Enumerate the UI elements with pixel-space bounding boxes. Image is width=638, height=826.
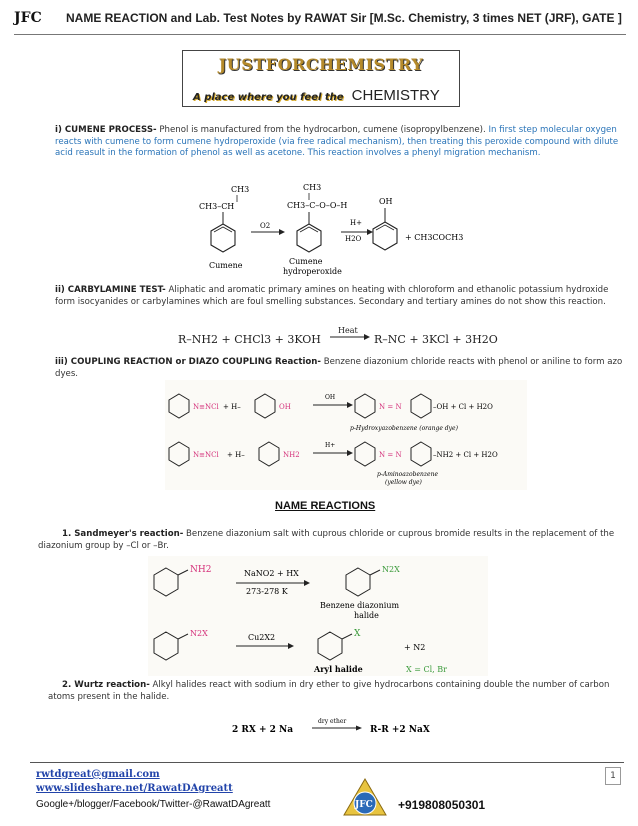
sm-nh2: NH2 [190,565,212,575]
carbylamine-lead: ii) CARBYLAMINE TEST- [55,285,166,295]
coupling-scheme [165,380,527,490]
name-2b: (yellow dye) [385,479,422,486]
o2-label: O2 [260,222,271,230]
sm-n2x: N2X [382,565,400,574]
sm-reagents: NaNO2 + HX [244,569,299,578]
sm-aryl: Aryl halide [314,664,363,674]
footer-slideshare-link[interactable]: www.slideshare.net/RawatDAgreatt [36,783,233,794]
sm-x: X [354,629,361,639]
cumene-paragraph [55,125,627,160]
sandmeyer-scheme [148,556,488,676]
sm-cu2x2: Cu2X2 [248,633,276,642]
acetone-label: + CH3COCH3 [405,233,464,242]
hp-label-1: Cumene [289,257,323,266]
benzene-ring-phenol [373,208,397,250]
wurtz-text: Alkyl halides react with sodium in dry ether to give hydrocarbons containing double the number of carbon atoms present in the halide. [48,680,610,702]
cumene-label: Cumene [209,261,243,270]
products-2: –NH2 + Cl + H2O [433,451,498,459]
name-1: p-Hydroxyazobenzene (orange dye) [350,425,458,432]
carbylamine-paragraph [55,285,627,308]
sm-xcl: X = Cl, Br [406,665,447,674]
coupling-text: Benzene diazonium chloride reacts with phenol or aniline to form azo dyes. [55,357,623,379]
sandmeyer-lead: 1. Sandmeyer's reaction- [62,529,184,539]
name-reactions-title: NAME REACTIONS [275,500,376,512]
page-header [14,8,626,35]
footer-logo-text: JFC [355,800,373,810]
wurtz-lead: 2. Wurtz reaction- [62,680,150,690]
name-2a: p-Aminoazobenzene [377,471,439,478]
carbylamine-equation [178,324,508,350]
wurtz-paragraph [48,680,626,703]
sandmeyer-paragraph [38,529,626,552]
cumene-text: Phenol is manufactured from the hydrocarbon, cumene (isopropylbenzene). [156,125,489,135]
hplus-label: H+ [350,219,362,227]
coupling-lead: iii) COUPLING REACTION or DIAZO COUPLING Reaction- [55,357,321,367]
nn-2: N = N [379,451,402,459]
brand-banner [182,50,460,107]
hp-ch3-top: CH3 [303,183,322,192]
hplus-2: H+ [325,442,336,449]
cumene-scheme [195,178,485,278]
hp-label-2: hydroperoxide [283,267,342,276]
h2o-label: H2O [345,235,362,243]
wurtz-left: 2 RX + 2 Na [232,725,294,735]
wurtz-equation [232,716,452,738]
header-logo: JFC [14,10,42,26]
cumene-ch3-top: CH3 [231,185,250,194]
sm-temp: 273-278 K [246,587,288,596]
nh2-2: NH2 [283,451,300,459]
oh-minus-label: OH [325,394,336,401]
sm-n2x-2: N2X [190,629,208,638]
wurtz-right: R-R +2 NaX [370,725,430,735]
carbylamine-text: Aliphatic and aromatic primary amines on heating with chloroform and ethanolic potassium hydroxide form isocyanides or carbylamines which are foul smelling substances. Secondary and tertiary amines do not show this reaction. [55,285,609,307]
footer-phone: +919808050301 [398,798,486,812]
n2cl-1: N≡NCl [193,403,219,411]
footer-email-link[interactable]: rwtdgreat@gmail.com [36,769,160,780]
banner-tagline [193,85,440,104]
header-title: NAME REACTION and Lab. Test Notes by RAWAT Sir [M.Sc. Chemistry, 3 times NET (JRF), GATE ] [66,11,622,25]
sm-plus-n2: + N2 [404,643,426,652]
plus-h-2: + H– [227,451,245,459]
page-number: 1 [605,767,621,785]
sm-prod-name-1: Benzene diazonium [320,601,400,610]
n2cl-2: N≡NCl [193,451,219,459]
carbylamine-right: R–NC + 3KCl + 3H2O [374,333,498,346]
carbylamine-left: R–NH2 + CHCl3 + 3KOH [178,333,321,346]
carbylamine-arrow-label: Heat [338,326,358,335]
plus-h-1: + H– [223,403,241,411]
cumene-ch3-ch: CH3–CH [199,202,235,211]
page-footer [30,762,624,823]
sandmeyer-text: Benzene diazonium salt with cuprous chloride or cuprous bromide results in the replacement of the diazonium group by –Cl or –Br. [38,529,615,551]
benzene-ring-hydroperoxide [297,212,321,252]
hp-chain: CH3–C–O–O–H [287,201,348,210]
cumene-lead: i) CUMENE PROCESS- [55,125,157,135]
wurtz-arrow-label: dry ether [318,718,347,725]
oh-1: OH [279,403,291,411]
footer-logo-icon [342,777,388,819]
products-1: –OH + Cl + H2O [433,403,493,411]
banner-tagline-text: A place where you feel the [193,92,344,103]
cumene-blue-text: In first step molecular oxygen reacts with cumene to form cumene hydroperoxide (via free radical mechanism), then treating this peroxide compound with dilute acid reasult in the formation of phenol as well as acetone. This reaction involves a phenyl migration mechanism. [55,125,619,158]
footer-social: Google+/blogger/Facebook/Twitter-@RawatDAgreatt [36,799,271,810]
phenol-oh: OH [379,197,393,206]
coupling-paragraph [55,357,627,380]
sm-prod-name-2: halide [354,611,379,620]
banner-tagline-big: CHEMISTRY [351,87,440,104]
benzene-ring-cumene [211,212,235,252]
banner-name: JUSTFORCHEMISTRY [218,55,424,74]
nn-1: N = N [379,403,402,411]
